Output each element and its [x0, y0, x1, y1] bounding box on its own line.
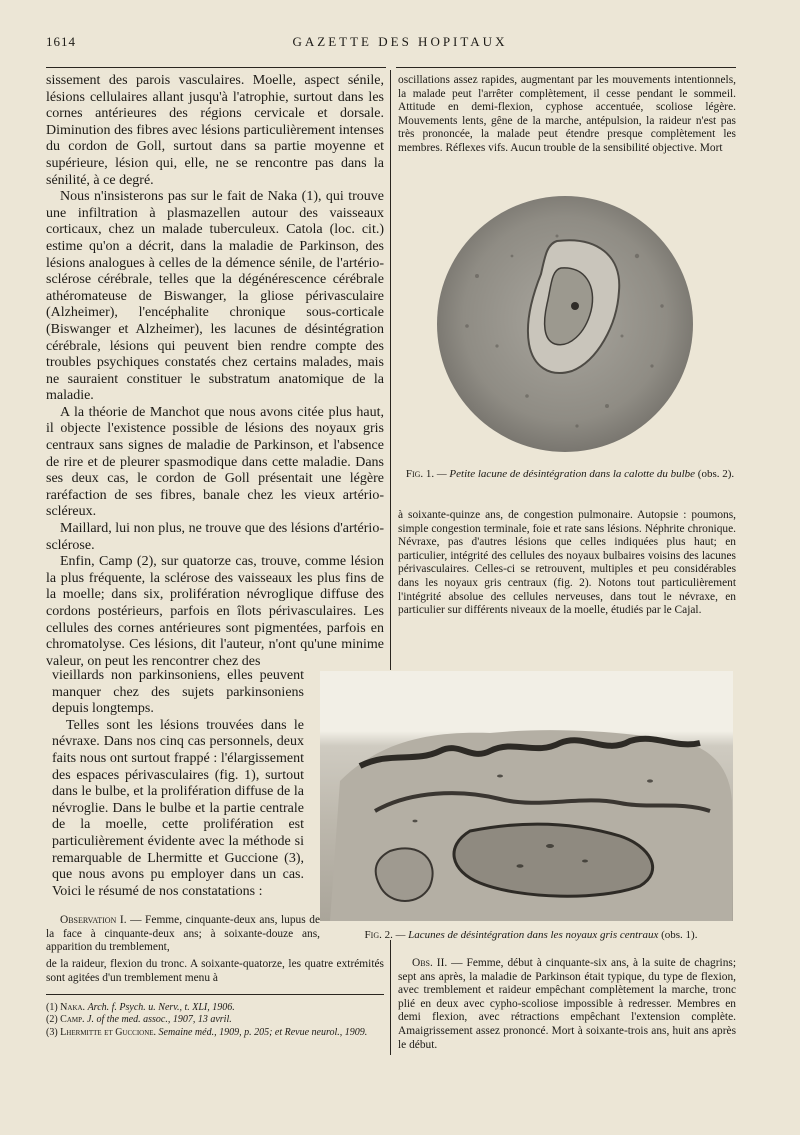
fig1-label: Fig. 1.	[405, 468, 435, 480]
fig2-label: Fig. 2.	[364, 929, 393, 941]
paragraph: Maillard, lui non plus, ne trouve que des lésions d'artério-sclérose.	[46, 521, 384, 553]
paragraph: Nous n'insisterons pas sur le fait de Naka (1), qui trouve une infiltration à plasmazellen autour des vaisseaux corticaux, chez un malade tuberculeux. Catola (loc. cit.) estime qu'on a décrit, dans la maladie de Parkinson, des lésions analogues à celles de la démence sénile, de l'artério-sclérose cérébrale, telles que la dégénérescence cérébrale athéromateuse de Biswanger, la gliose périvasculaire (Alzheimer), l'encéphalite chronique sous-corticale (Biswanger et Alzheimer), les lacunes de désintégration cérébrale, lésions qui peuvent bien rendre compte des troubles psychiques constatés chez certains malades, mais ne sauraient constituer le substratum anatomique de la maladie.	[46, 189, 384, 404]
footnote-ref: Arch. f. Psych. u. Nerv., t. XLI, 1906.	[87, 1002, 235, 1013]
footnotes	[46, 1002, 384, 1039]
column-divider-lower	[390, 940, 391, 1055]
footnote-number: (1)	[46, 1002, 58, 1013]
paragraph: A la théorie de Manchot que nous avons citée plus haut, il objecte l'existence possible de lésions des noyaux gris centraux sans signes de maladie de Parkinson, et l'absence de rire et de pleurer spasmodique dans cette maladie. Dans ses deux cas, le cordon de Goll présentait une légère raréfaction de ses fibres, banale chez les vieux artério-scléreux.	[46, 404, 384, 520]
obs2-text: — Femme, début à cinquante-six ans, à la suite de chagrins; sept ans après, la maladie de Parkinson était typique, du type de flexion, avec tremblement et raideur empêchant complètement la marche, tronc plié en deux avec cypho-scoliose impossible à redresser. Membres en demi flexion, avec rétractions empêchant l'extension complète. Amaigrissement assez prononcé. Mort à soixante-trois ans, huit ans après le début.	[398, 957, 737, 1051]
footnote-ref: Semaine méd., 1909, p. 205; et Revue neurol., 1909.	[158, 1026, 368, 1038]
header-rule-right	[396, 67, 736, 68]
footnote-author: Lhermitte et Guccione.	[60, 1026, 157, 1038]
figure-2-brain-section	[320, 671, 733, 921]
left-column-narrow	[52, 668, 304, 900]
paragraph: à soixante-quinze ans, de congestion pulmonaire. Autopsie : poumons, simple congestion terminale, foie et rate sans lésions. Néphrite chronique. Névraxe, pas d'autres lésions que celles indiquées plus haut; en particulier, intégrité des cellules des noyaux bulbaires voisins des lacunes périvasculaires. Celles-ci se retrouvent, multiples et peu considérables dans les noyaux gris centraux (fig. 2). Notons tout particulièrement l'intégrité absolue des cellules nerveuses, dans tout le névraxe, en particulier sur différents niveaux de la moelle, étudiés par le Cajal.	[398, 509, 736, 617]
brain-section-drawing	[320, 671, 733, 921]
footnote-ref: J. of the med. assoc., 1907, 13 avril.	[87, 1014, 232, 1026]
paragraph: Telles sont les lésions trouvées dans le névraxe. Dans nos cinq cas personnels, deux faits nous ont surtout frappé : l'élargissement des espaces périvasculaires (fig. 1), surtout dans le bulbe, et la prolifération diffuse de la névroglie. Dans le bulbe et la partie centrale de la moelle, cette prolifération est particulièrement évidente avec la méthode si remarquable de Lhermitte et Guccione (3), que nous avons pu employer dans un cas. Voici le résumé de nos constatations :	[52, 717, 304, 899]
fig2-ref: (obs. 1).	[661, 929, 698, 941]
obs1-continued: de la raideur, flexion du tronc. A soixante-quatorze, les quatre extrémités sont agitées d'un tremblement menu à	[46, 958, 384, 984]
obs1-text: — Femme, cinquante-deux ans, lupus de la face à cinquante-deux ans; à soixante-douze ans, apparition du tremblement,	[46, 914, 321, 954]
footnote-author: Camp.	[60, 1014, 85, 1026]
observation-1	[46, 914, 320, 955]
header-rule-left	[46, 67, 386, 68]
right-column-top	[398, 74, 736, 156]
footnote-author: Naka.	[60, 1002, 86, 1013]
observation-1-continued	[46, 958, 384, 985]
fig1-caption-text: — Petite lacune de désintégration dans la calotte du bulbe	[436, 468, 696, 480]
obs2-label: Obs. II.	[412, 957, 448, 969]
paragraph: vieillards non parkinsoniens, elles peuvent manquer chez des sujets parkinsoniens depuis longtemps.	[52, 668, 304, 717]
figure-1-caption	[405, 468, 735, 480]
right-column-middle	[398, 509, 736, 618]
footnote-rule	[46, 994, 384, 995]
paragraph: sissement des parois vasculaires. Moelle, aspect sénile, lésions cellulaires allant jusqu'à l'atrophie, surtout dans les cornes antérieures des régions cervicale et dorsale. Diminution des fibres avec lésions particulièrement intenses du cordon de Goll, surtout dans sa partie moyenne et supérieure, lésion qui, elle, ne se rencontre pas dans la sénilité, à ce degré.	[46, 73, 384, 188]
footnote-number: (2)	[46, 1014, 58, 1026]
fig1-ref: (obs. 2).	[697, 468, 735, 480]
left-column-upper	[46, 73, 384, 670]
figure-1-micrograph	[437, 196, 693, 452]
page-number: 1614	[46, 34, 76, 49]
footnote-number: (3)	[46, 1026, 58, 1038]
micrograph-drawing	[437, 196, 693, 452]
obs1-label: Observation I.	[60, 914, 127, 926]
paragraph: oscillations assez rapides, augmentant par les mouvements intentionnels, la malade peut l'arrêter complètement, il cesse pendant le sommeil. Attitude en demi-flexion, cyphose accentuée, scoliose légère. Mouvements lents, gêne de la marche, antépulsion, la raideur n'est pas très prononcée, la malade peut étendre presque complètement les membres. Réflexes vifs. Aucun trouble de la sensibilité objective. Mort	[398, 74, 736, 154]
column-divider	[390, 70, 391, 670]
paragraph: Enfin, Camp (2), sur quatorze cas, trouve, comme lésion la plus fréquente, la sclérose des vaisseaux les plus fins de la moelle; dans six, prolifération névroglique diffuse des cordons postérieurs, parfois en îlots périvasculaires. Les cellules des cornes antérieures sont pigmentées, parfois en chromatolyse. Ces lésions, dit l'auteur, n'ont qu'une minime valeur, on peut les rencontrer chez des	[46, 554, 384, 669]
journal-title: GAZETTE DES HOPITAUX	[292, 34, 508, 49]
figure-2-caption	[325, 929, 737, 941]
fig2-caption-text: — Lacunes de désintégration dans les noyaux gris centraux	[395, 929, 659, 941]
observation-2	[398, 957, 736, 1052]
